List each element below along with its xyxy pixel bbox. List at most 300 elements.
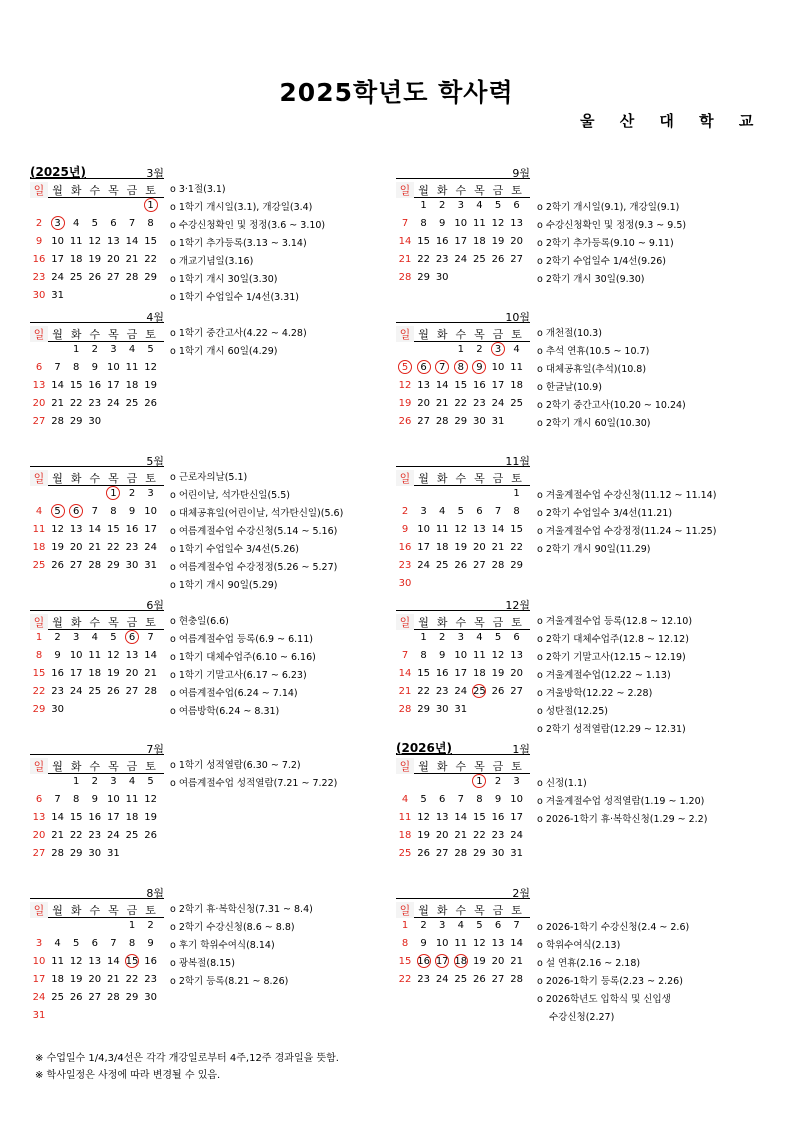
event-item: o 여름계절수업(6.24 ~ 7.14) xyxy=(170,688,298,699)
weekday-label: 월 xyxy=(52,904,63,917)
date-cell: 15 xyxy=(32,668,46,679)
date-cell: 2 xyxy=(91,776,98,787)
weekday-label: 화 xyxy=(436,760,448,773)
date-cell: 26 xyxy=(454,560,468,571)
date-cell: 22 xyxy=(69,398,83,409)
date-cell: 4 xyxy=(128,344,136,355)
weekday-label: 목 xyxy=(108,328,119,341)
date-cell: 30 xyxy=(473,416,486,427)
date-cell: 22 xyxy=(398,974,412,985)
date-cell: 10 xyxy=(417,524,430,535)
weekday-header xyxy=(30,758,164,774)
date-cell: 15 xyxy=(473,812,486,823)
weekday-label: 금 xyxy=(126,328,138,341)
weekday-label: 금 xyxy=(492,760,504,773)
date-cell: 21 xyxy=(125,254,139,265)
date-cell: 20 xyxy=(510,668,523,679)
date-cell: 31 xyxy=(51,290,64,301)
weekday-label: 목 xyxy=(474,904,485,917)
date-cell: 17 xyxy=(433,954,451,969)
date-cell: 9 xyxy=(54,650,61,661)
date-cell: 14 xyxy=(454,812,468,823)
date-cell: 7 xyxy=(433,360,451,375)
date-cell: 1 xyxy=(420,200,427,211)
date-cell: 22 xyxy=(144,254,157,265)
date-cell: 29 xyxy=(69,848,83,859)
date-cell: 27 xyxy=(473,560,486,571)
month-name: 1월 xyxy=(512,743,530,756)
event-item: o 후기 학위수여식(8.14) xyxy=(170,940,275,951)
date-cell: 20 xyxy=(491,956,505,967)
weekday-label: 화 xyxy=(70,184,82,197)
date-cell: 5 xyxy=(457,506,464,517)
weekday-header xyxy=(396,326,530,342)
date-cell: 2 xyxy=(420,920,427,931)
event-item: o 근로자의날(5.1) xyxy=(170,472,248,483)
date-cell: 24 xyxy=(417,560,430,571)
event-item: o 여름계절수업 수강신청(5.14 ~ 5.16) xyxy=(170,526,338,537)
month-header xyxy=(30,309,164,323)
date-cell: 18 xyxy=(88,668,102,679)
weekday-label: 수 xyxy=(455,616,467,629)
date-cell: 20 xyxy=(417,398,430,409)
note-item: ※ 수업일수 1/4,3/4선은 각각 개강일로부터 4주,12주 경과일을 뜻함. xyxy=(35,1053,339,1064)
date-cell: 27 xyxy=(435,848,449,859)
date-cell: 27 xyxy=(491,974,505,985)
date-cell: 29 xyxy=(417,272,430,283)
date-cell: 27 xyxy=(417,416,430,427)
date-cell: 19 xyxy=(144,380,157,391)
date-cell: 26 xyxy=(107,686,120,697)
date-cell: 7 xyxy=(128,218,136,229)
date-cell: 24 xyxy=(144,542,157,553)
date-cell: 10 xyxy=(491,362,505,373)
weekday-label: 월 xyxy=(418,328,429,341)
month-header xyxy=(396,165,530,179)
date-cell: 8 xyxy=(476,794,483,805)
date-cell: 12 xyxy=(51,524,64,535)
date-cell: 27 xyxy=(510,254,523,265)
date-cell: 22 xyxy=(107,542,120,553)
date-cell: 3 xyxy=(110,776,117,787)
date-cell: 8 xyxy=(73,362,80,373)
date-cell: 12 xyxy=(144,362,157,373)
date-cell: 13 xyxy=(510,218,523,229)
date-cell: 18 xyxy=(473,236,486,247)
month-name: 11월 xyxy=(505,455,530,468)
event-item: o 광복절(8.15) xyxy=(170,958,235,969)
date-cell: 4 xyxy=(91,632,98,643)
date-cell: 26 xyxy=(473,974,486,985)
date-cell: 9 xyxy=(494,794,502,805)
date-cell: 23 xyxy=(88,398,102,409)
weekday-label: 수 xyxy=(89,904,101,917)
weekday-header xyxy=(396,758,530,774)
date-cell: 16 xyxy=(435,236,449,247)
weekday-label: 금 xyxy=(492,328,504,341)
date-cell: 16 xyxy=(125,524,139,535)
notes xyxy=(35,1050,339,1084)
date-cell: 22 xyxy=(69,830,83,841)
date-cell: 5 xyxy=(49,504,67,519)
date-cell: 25 xyxy=(32,560,46,571)
date-cell: 9 xyxy=(128,506,136,517)
date-cell: 28 xyxy=(144,686,157,697)
weekday-label: 월 xyxy=(52,760,63,773)
month-header xyxy=(30,741,164,755)
date-cell: 22 xyxy=(125,974,139,985)
date-cell: 12 xyxy=(417,812,430,823)
date-cell: 28 xyxy=(398,272,412,283)
date-cell: 14 xyxy=(125,236,139,247)
date-cell: 5 xyxy=(91,218,98,229)
date-cell: 3 xyxy=(457,632,464,643)
date-cell: 31 xyxy=(510,848,523,859)
date-cell: 1 xyxy=(128,920,136,931)
date-cell: 25 xyxy=(473,254,486,265)
date-cell: 20 xyxy=(125,668,139,679)
date-cell: 14 xyxy=(51,380,64,391)
date-cell: 11 xyxy=(398,812,412,823)
date-cell: 7 xyxy=(147,632,154,643)
date-cell: 11 xyxy=(32,524,46,535)
date-cell: 8 xyxy=(420,218,427,229)
weekday-label: 수 xyxy=(89,472,101,485)
date-cell: 7 xyxy=(457,794,464,805)
event-item: o 대체공휴일(추석)(10.8) xyxy=(537,364,647,375)
date-cell: 3 xyxy=(73,632,80,643)
date-cell: 4 xyxy=(73,218,80,229)
date-cell: 25 xyxy=(454,974,468,985)
date-cell: 4 xyxy=(35,506,43,517)
event-item: o 2학기 추가등록(9.10 ~ 9.11) xyxy=(537,238,674,249)
date-cell: 20 xyxy=(69,542,83,553)
date-cell: 17 xyxy=(69,668,83,679)
date-cell: 2 xyxy=(35,218,43,229)
date-cell: 17 xyxy=(491,380,505,391)
date-cell: 21 xyxy=(88,542,102,553)
date-cell: 11 xyxy=(435,524,449,535)
event-item: o 대체공휴일(어린이날, 석가탄신일)(5.6) xyxy=(170,508,344,519)
date-cell: 13 xyxy=(435,812,449,823)
weekday-label: 목 xyxy=(108,184,119,197)
note-item: ※ 학사일정은 사정에 따라 변경될 수 있음. xyxy=(35,1070,221,1081)
date-cell: 10 xyxy=(69,650,83,661)
date-cell: 19 xyxy=(69,974,83,985)
date-cell: 11 xyxy=(51,956,64,967)
date-cell: 19 xyxy=(107,668,120,679)
date-cell: 23 xyxy=(417,974,430,985)
date-cell: 30 xyxy=(491,848,505,859)
date-cell: 21 xyxy=(491,542,505,553)
date-cell: 20 xyxy=(510,236,523,247)
date-cell: 13 xyxy=(510,650,523,661)
date-cell: 25 xyxy=(470,684,488,699)
event-item: o 겨울계절수업 등록(12.8 ~ 12.10) xyxy=(537,616,693,627)
date-cell: 13 xyxy=(491,938,505,949)
event-item: o 1학기 개시 90일(5.29) xyxy=(170,580,278,591)
date-cell: 28 xyxy=(510,974,523,985)
date-cell: 1 xyxy=(420,632,427,643)
date-cell: 19 xyxy=(473,956,486,967)
date-cell: 5 xyxy=(494,200,502,211)
event-item: o 2학기 수강신청(8.6 ~ 8.8) xyxy=(170,922,295,933)
date-cell: 17 xyxy=(510,812,523,823)
date-cell: 5 xyxy=(476,920,483,931)
date-cell: 13 xyxy=(125,650,139,661)
weekday-label: 화 xyxy=(436,184,448,197)
date-cell: 16 xyxy=(88,812,102,823)
date-cell: 4 xyxy=(513,344,520,355)
event-item: o 2학기 개시일(9.1), 개강일(9.1) xyxy=(537,202,680,213)
date-cell: 5 xyxy=(494,632,502,643)
weekday-label: 화 xyxy=(70,904,82,917)
date-cell: 16 xyxy=(473,380,486,391)
date-cell: 19 xyxy=(491,236,505,247)
date-cell: 15 xyxy=(398,956,412,967)
month-name: 2월 xyxy=(512,887,530,900)
date-cell: 9 xyxy=(91,794,98,805)
date-cell: 6 xyxy=(67,504,85,519)
date-cell: 22 xyxy=(417,686,430,697)
date-cell: 8 xyxy=(401,938,409,949)
date-cell: 23 xyxy=(32,272,46,283)
date-cell: 6 xyxy=(123,630,141,645)
date-cell: 21 xyxy=(398,254,412,265)
date-cell: 8 xyxy=(128,938,136,949)
weekday-header xyxy=(396,470,530,486)
date-cell: 29 xyxy=(473,848,486,859)
date-cell: 6 xyxy=(513,200,520,211)
event-item: o 수강신청확인 및 정정(3.6 ~ 3.10) xyxy=(170,220,326,231)
weekday-label: 일 xyxy=(30,614,48,630)
date-cell: 10 xyxy=(435,938,449,949)
date-cell: 7 xyxy=(494,506,502,517)
date-cell: 4 xyxy=(476,200,483,211)
date-cell: 18 xyxy=(125,812,139,823)
date-cell: 2 xyxy=(91,344,98,355)
school-name: 울 산 대 학 교 xyxy=(580,112,764,130)
date-cell: 6 xyxy=(494,920,502,931)
weekday-label: 토 xyxy=(145,616,156,629)
date-cell: 31 xyxy=(491,416,505,427)
date-cell: 7 xyxy=(401,218,409,229)
date-cell: 25 xyxy=(51,992,64,1003)
month-name: 10월 xyxy=(505,311,530,324)
date-cell: 6 xyxy=(513,632,520,643)
date-cell: 13 xyxy=(32,812,46,823)
date-cell: 6 xyxy=(476,506,483,517)
event-item: o 1학기 성적열람(6.30 ~ 7.2) xyxy=(170,760,301,771)
date-cell: 21 xyxy=(454,830,468,841)
date-cell: 27 xyxy=(107,272,120,283)
event-item: o 2026-1학기 휴·복학신청(1.29 ~ 2.2) xyxy=(537,814,708,825)
weekday-label: 금 xyxy=(126,472,138,485)
event-item: o 1학기 개시 30일(3.30) xyxy=(170,274,278,285)
date-cell: 10 xyxy=(107,794,120,805)
date-cell: 6 xyxy=(35,362,43,373)
event-item: o 1학기 기말고사(6.17 ~ 6.23) xyxy=(170,670,307,681)
date-cell: 2 xyxy=(54,632,61,643)
date-cell: 26 xyxy=(491,254,505,265)
weekday-label: 화 xyxy=(436,904,448,917)
weekday-header xyxy=(30,470,164,486)
weekday-label: 화 xyxy=(436,328,448,341)
date-cell: 20 xyxy=(32,830,46,841)
date-cell: 14 xyxy=(51,812,64,823)
month-header xyxy=(396,453,530,467)
date-cell: 9 xyxy=(401,524,409,535)
event-item: o 수강신청확인 및 정정(9.3 ~ 9.5) xyxy=(537,220,687,231)
date-cell: 17 xyxy=(107,812,120,823)
event-item: o 여름계절수업 성적열람(7.21 ~ 7.22) xyxy=(170,778,338,789)
date-cell: 5 xyxy=(110,632,117,643)
month-name: 7월 xyxy=(146,743,164,756)
weekday-label: 일 xyxy=(30,470,48,486)
date-cell: 30 xyxy=(144,992,157,1003)
date-cell: 23 xyxy=(125,542,139,553)
month-name: 4월 xyxy=(146,311,164,324)
date-cell: 1 xyxy=(513,488,520,499)
date-cell: 24 xyxy=(51,272,64,283)
date-cell: 10 xyxy=(510,794,523,805)
date-cell: 27 xyxy=(32,416,46,427)
date-cell: 21 xyxy=(510,956,523,967)
date-cell: 10 xyxy=(454,218,468,229)
date-cell: 8 xyxy=(513,506,520,517)
date-cell: 12 xyxy=(88,236,102,247)
date-cell: 12 xyxy=(454,524,468,535)
date-cell: 28 xyxy=(125,272,139,283)
date-cell: 6 xyxy=(110,218,117,229)
weekday-label: 수 xyxy=(455,760,467,773)
date-cell: 5 xyxy=(73,938,80,949)
date-cell: 1 xyxy=(470,774,488,789)
weekday-label: 토 xyxy=(511,760,522,773)
weekday-label: 월 xyxy=(52,616,63,629)
weekday-label: 일 xyxy=(396,614,414,630)
event-item: o 여름계절수업 수강정정(5.26 ~ 5.27) xyxy=(170,562,338,573)
event-item: o 성탄절(12.25) xyxy=(537,706,608,717)
date-cell: 30 xyxy=(88,416,102,427)
weekday-label: 일 xyxy=(396,758,414,774)
date-cell: 26 xyxy=(88,272,102,283)
date-cell: 9 xyxy=(91,362,98,373)
date-cell: 3 xyxy=(35,938,43,949)
weekday-label: 토 xyxy=(145,328,156,341)
event-item: o 1학기 수업일수 1/4선(3.31) xyxy=(170,292,300,303)
date-cell: 7 xyxy=(513,920,520,931)
date-cell: 2 xyxy=(476,344,483,355)
date-cell: 22 xyxy=(454,398,468,409)
date-cell: 27 xyxy=(510,686,523,697)
date-cell: 21 xyxy=(435,398,449,409)
date-cell: 7 xyxy=(110,938,117,949)
date-cell: 8 xyxy=(35,650,43,661)
date-cell: 14 xyxy=(398,668,412,679)
date-cell: 14 xyxy=(107,956,120,967)
event-item: o 겨울계절수업(12.22 ~ 1.13) xyxy=(537,670,671,681)
date-cell: 14 xyxy=(88,524,102,535)
date-cell: 13 xyxy=(473,524,486,535)
date-cell: 14 xyxy=(491,524,505,535)
weekday-label: 금 xyxy=(126,760,138,773)
date-cell: 11 xyxy=(510,362,523,373)
weekday-label: 수 xyxy=(455,328,467,341)
date-cell: 20 xyxy=(435,830,449,841)
date-cell: 19 xyxy=(454,542,468,553)
date-cell: 16 xyxy=(491,812,505,823)
date-cell: 11 xyxy=(454,938,468,949)
date-cell: 18 xyxy=(125,380,139,391)
date-cell: 17 xyxy=(32,974,46,985)
weekday-header xyxy=(30,614,164,630)
date-cell: 21 xyxy=(144,668,157,679)
weekday-label: 월 xyxy=(418,760,429,773)
weekday-label: 토 xyxy=(145,904,156,917)
date-cell: 29 xyxy=(510,560,523,571)
date-cell: 30 xyxy=(435,704,449,715)
weekday-label: 금 xyxy=(492,904,504,917)
date-cell: 12 xyxy=(107,650,120,661)
date-cell: 27 xyxy=(125,686,139,697)
event-item: o 2학기 휴·복학신청(7.31 ~ 8.4) xyxy=(170,904,313,915)
date-cell: 28 xyxy=(454,848,468,859)
date-cell: 19 xyxy=(88,254,102,265)
date-cell: 25 xyxy=(125,830,139,841)
date-cell: 26 xyxy=(491,686,505,697)
date-cell: 29 xyxy=(125,992,139,1003)
weekday-label: 금 xyxy=(492,184,504,197)
date-cell: 25 xyxy=(510,398,523,409)
date-cell: 22 xyxy=(417,254,430,265)
date-cell: 12 xyxy=(398,380,412,391)
date-cell: 9 xyxy=(35,236,43,247)
date-cell: 9 xyxy=(439,650,446,661)
date-cell: 3 xyxy=(457,200,464,211)
date-cell: 4 xyxy=(457,920,464,931)
weekday-label: 월 xyxy=(418,184,429,197)
date-cell: 17 xyxy=(144,524,157,535)
event-item: 수강신청(2.27) xyxy=(549,1012,615,1023)
event-item: o 여름계절수업 등록(6.9 ~ 6.11) xyxy=(170,634,313,645)
date-cell: 23 xyxy=(51,686,64,697)
date-cell: 15 xyxy=(107,524,120,535)
date-cell: 12 xyxy=(491,650,505,661)
event-item: o 2학기 성적열람(12.29 ~ 12.31) xyxy=(537,724,686,735)
weekday-header xyxy=(396,902,530,918)
date-cell: 23 xyxy=(435,686,449,697)
weekday-label: 목 xyxy=(108,904,119,917)
date-cell: 25 xyxy=(398,848,412,859)
date-cell: 9 xyxy=(420,938,427,949)
weekday-label: 토 xyxy=(145,760,156,773)
date-cell: 3 xyxy=(49,216,67,231)
weekday-label: 월 xyxy=(52,472,63,485)
weekday-label: 금 xyxy=(126,184,138,197)
date-cell: 23 xyxy=(398,560,412,571)
month-header xyxy=(30,885,164,899)
weekday-label: 토 xyxy=(145,184,156,197)
weekday-label: 일 xyxy=(30,182,48,198)
date-cell: 8 xyxy=(420,650,427,661)
year-label: (2026년) xyxy=(396,741,452,755)
event-item: o 설 연휴(2.16 ~ 2.18) xyxy=(537,958,641,969)
date-cell: 18 xyxy=(452,954,470,969)
date-cell: 2 xyxy=(494,776,502,787)
event-item: o 개교기념일(3.16) xyxy=(170,256,254,267)
date-cell: 15 xyxy=(144,236,157,247)
